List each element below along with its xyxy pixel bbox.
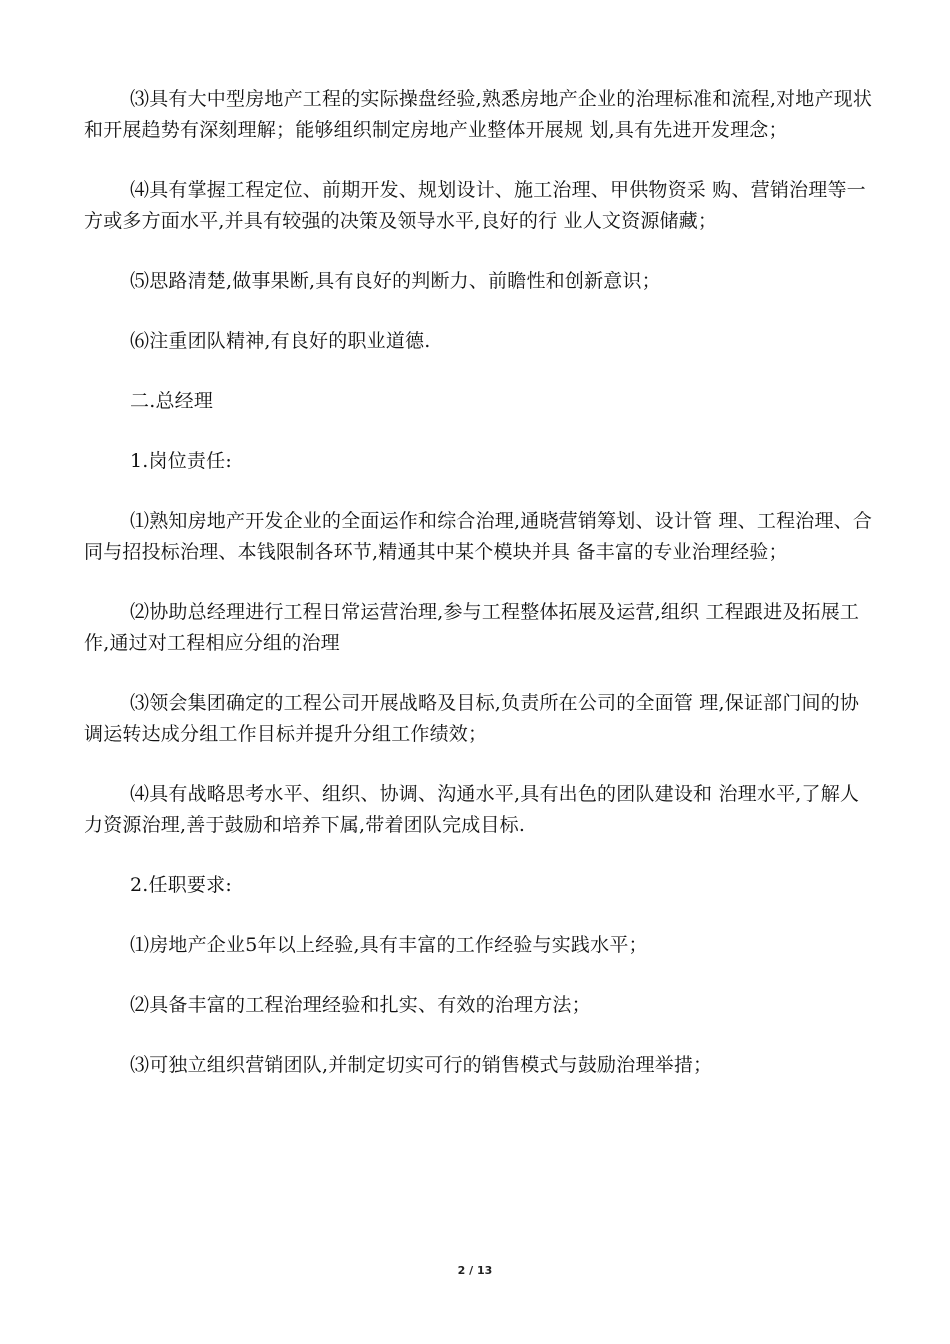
paragraph-responsibility-1: ⑴熟知房地产开发企业的全面运作和综合治理,通晓营销筹划、设计管 理、工程治理、合同与招投标治理、本钱限制各环节,精通其中某个模块并具 备丰富的专业治理经验；	[84, 510, 873, 563]
page-number: 2 / 13	[457, 1264, 493, 1277]
paragraph-requirement-3: ⑶可独立组织营销团队,并制定切实可行的销售模式与鼓励治理举措；	[130, 1054, 713, 1076]
subheading-requirements: 2.任职要求:	[130, 874, 232, 896]
paragraph-qualification-6: ⑹注重团队精神,有良好的职业道德.	[130, 330, 431, 352]
paragraph-qualification-5: ⑸思路清楚,做事果断,具有良好的判断力、前瞻性和创新意识；	[130, 270, 661, 292]
section-heading-general-manager: 二.总经理	[130, 390, 214, 412]
paragraph-qualification-4: ⑷具有掌握工程定位、前期开发、规划设计、施工治理、甲供物资采 购、营销治理等一方或多方面水平,并具有较强的决策及领导水平,良好的行 业人文资源储藏；	[84, 179, 866, 232]
paragraph-responsibility-3: ⑶领会集团确定的工程公司开展战略及目标,负责所在公司的全面管 理,保证部门间的协调运转达成分组工作目标并提升分组工作绩效；	[84, 692, 860, 745]
paragraph-responsibility-4: ⑷具有战略思考水平、组织、协调、沟通水平,具有出色的团队建设和 治理水平,了解人力资源治理,善于鼓励和培养下属,带着团队完成目标.	[84, 783, 860, 836]
paragraph-requirement-1: ⑴房地产企业5年以上经验,具有丰富的工作经验与实践水平；	[130, 934, 648, 956]
paragraph-responsibility-2: ⑵协助总经理进行工程日常运营治理,参与工程整体拓展及运营,组织 工程跟进及拓展工作,通过对工程相应分组的治理	[84, 601, 860, 654]
paragraph-requirement-2: ⑵具备丰富的工程治理经验和扎实、有效的治理方法；	[130, 994, 591, 1016]
document-body	[84, 84, 874, 1110]
subheading-responsibilities: 1.岗位责任:	[130, 450, 232, 472]
paragraph-qualification-3: ⑶具有大中型房地产工程的实际操盘经验,熟悉房地产企业的治理标准和流程,对地产现状和开展趋势有深刻理解；能够组织制定房地产业整体开展规 划,具有先进开发理念；	[84, 88, 873, 141]
